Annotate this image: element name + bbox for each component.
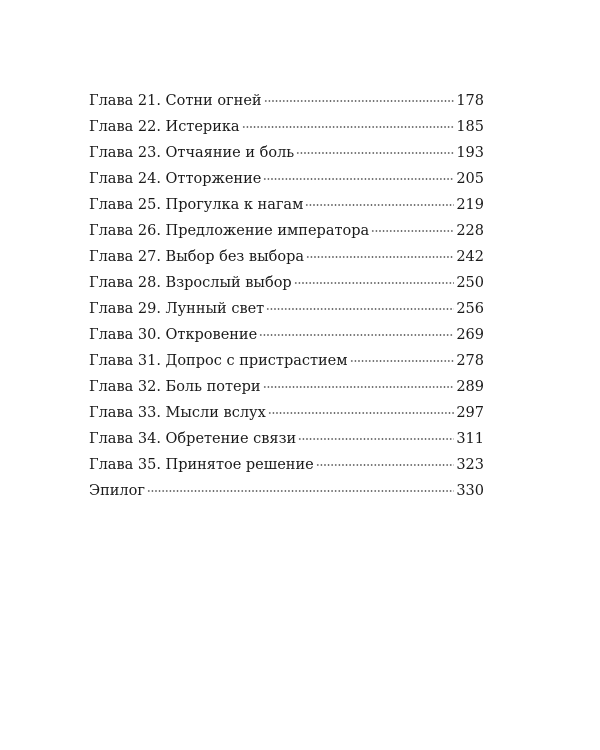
toc-entry <box>89 478 484 504</box>
toc-entry <box>89 452 484 478</box>
toc-entry-title: Глава 25. Прогулка к нагам <box>89 197 304 213</box>
toc-dot-leader <box>350 360 455 362</box>
toc-entry-page: 289 <box>456 379 484 395</box>
toc-entry-page: 219 <box>456 197 484 213</box>
toc-entry-page: 205 <box>456 171 484 187</box>
toc-dot-leader <box>263 386 455 388</box>
toc-entry <box>89 88 484 114</box>
toc-entry <box>89 426 484 452</box>
toc-entry <box>89 296 484 322</box>
toc-entry-page: 278 <box>456 353 484 369</box>
toc-entry-title: Глава 30. Откровение <box>89 327 258 343</box>
toc-dot-leader <box>266 308 454 310</box>
toc-entry-title: Глава 22. Истерика <box>89 119 240 135</box>
toc-entry <box>89 192 484 218</box>
toc-entry-page: 228 <box>456 223 484 239</box>
toc-entry-title: Глава 31. Допрос с пристрастием <box>89 353 348 369</box>
toc-dot-leader <box>298 438 454 440</box>
toc-entry-page: 330 <box>456 483 484 499</box>
toc-entry-page: 297 <box>456 405 484 421</box>
toc-entry <box>89 374 484 400</box>
toc-entry-page: 323 <box>456 457 484 473</box>
toc-dot-leader <box>316 464 455 466</box>
toc-entry-page: 269 <box>456 327 484 343</box>
toc-entry-page: 242 <box>456 249 484 265</box>
table-of-contents <box>89 88 484 504</box>
toc-dot-leader <box>264 100 455 102</box>
toc-entry-title: Глава 32. Боль потери <box>89 379 261 395</box>
toc-entry <box>89 218 484 244</box>
toc-dot-leader <box>306 256 454 258</box>
toc-entry-page: 178 <box>456 93 484 109</box>
toc-dot-leader <box>294 282 455 284</box>
toc-entry-title: Глава 27. Выбор без выбора <box>89 249 305 265</box>
toc-entry <box>89 140 484 166</box>
toc-entry-page: 185 <box>456 119 484 135</box>
toc-dot-leader <box>305 204 454 206</box>
toc-entry <box>89 322 484 348</box>
toc-dot-leader <box>296 152 454 154</box>
toc-dot-leader <box>147 490 454 492</box>
toc-entry-page: 250 <box>456 275 484 291</box>
toc-entry-page: 256 <box>456 301 484 317</box>
toc-entry-title: Глава 24. Отторжение <box>89 171 262 187</box>
toc-entry <box>89 166 484 192</box>
toc-entry-title: Глава 28. Взрослый выбор <box>89 275 292 291</box>
toc-entry-title: Глава 33. Мысли вслух <box>89 405 266 421</box>
toc-entry-page: 311 <box>456 431 484 447</box>
toc-entry <box>89 348 484 374</box>
toc-entry-title: Глава 35. Принятое решение <box>89 457 314 473</box>
toc-dot-leader <box>371 230 454 232</box>
toc-dot-leader <box>263 178 454 180</box>
toc-entry <box>89 400 484 426</box>
toc-entry-title: Глава 29. Лунный свет <box>89 301 265 317</box>
toc-entry <box>89 270 484 296</box>
toc-entry-title: Глава 21. Сотни огней <box>89 93 262 109</box>
toc-dot-leader <box>259 334 454 336</box>
toc-entry-page: 193 <box>456 145 484 161</box>
toc-entry-title: Глава 26. Предложение императора <box>89 223 370 239</box>
toc-entry <box>89 244 484 270</box>
toc-entry-title: Глава 34. Обретение связи <box>89 431 297 447</box>
toc-entry <box>89 114 484 140</box>
toc-entry-title: Эпилог <box>89 483 145 499</box>
toc-entry-title: Глава 23. Отчаяние и боль <box>89 145 295 161</box>
toc-dot-leader <box>268 412 455 414</box>
toc-dot-leader <box>242 126 455 128</box>
